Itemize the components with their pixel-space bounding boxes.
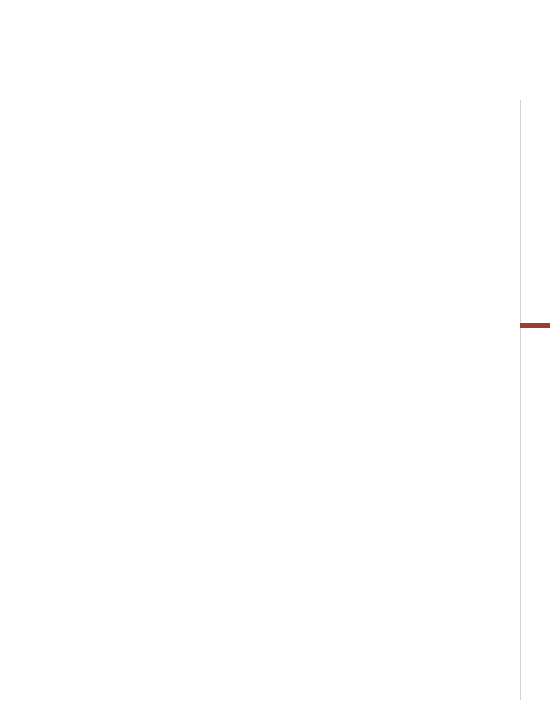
sidebar-accent-bar	[520, 323, 550, 328]
margin-divider	[520, 100, 521, 700]
